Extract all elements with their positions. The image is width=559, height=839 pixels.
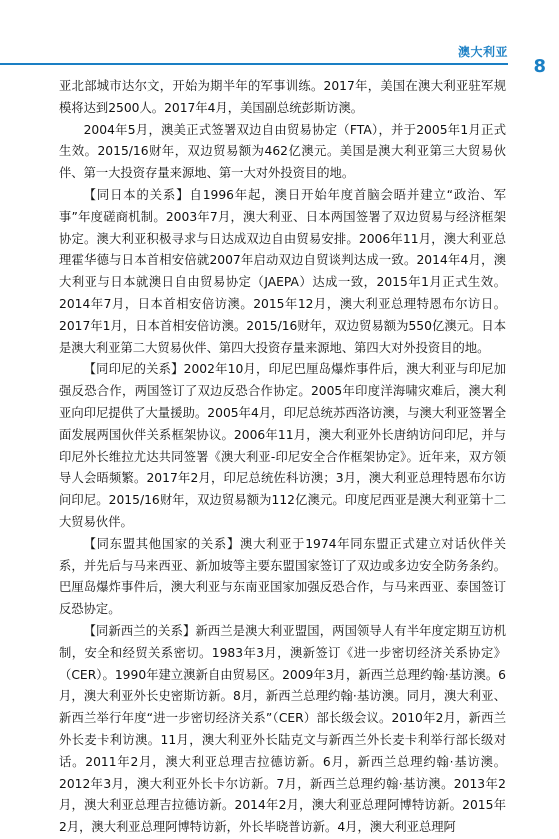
running-header <box>0 41 559 65</box>
paragraph-new-zealand: 【同新西兰的关系】新西兰是澳大利亚盟国，两国领导人有半年度定期互访机制，安全和经贸关系密切。1983年3月，澳新签订《进一步密切经济关系协定》（CER）。1990年建立澳新自由贸易区。2009年3月，新西兰总理约翰·基访澳。6月，澳大利亚外长史密斯访新。8月，新西兰总理约翰·基访澳。同月，澳大利亚、新西兰举行年度“进一步密切经济关系”（CER）部长级会议。2010年2月，新西兰外长麦卡利访澳。11月，澳大利亚外长陆克文与新西兰外长麦卡利举行部长级对话。2011年2月，澳大利亚总理吉拉德访新。6月，新西兰总理约翰·基访澳。2012年3月，澳大利亚外长卡尔访新。7月，新西兰总理约翰·基访澳。2013年2月，澳大利亚总理吉拉德访新。2014年2月，澳大利亚总理阿博特访新。2015年2月，澳大利亚总理阿博特访新，外长毕晓普访新。4月，澳大利亚总理阿 <box>59 623 506 835</box>
paragraph-indonesia: 【同印尼的关系】2002年10月，印尼巴厘岛爆炸事件后，澳大利亚与印尼加强反恐合作，两国签订了双边反恐合作协定。2005年印度洋海啸灾难后，澳大利亚向印尼提供了大量援助。2005年4月，印尼总统苏西洛访澳，与澳大利亚签署全面发展两国伙伴关系框架协议。2006年11月，澳大利亚外长唐纳访问印尼，并与印尼外长维拉尤达共同签署《澳大利亚-印尼安全合作框架协定》。近年来，双方领导人会晤频繁。2017年2月，印尼总统佐科访澳；3月，澳大利亚总理特恩布尔访问印尼。2015/16财年，双边贸易额为112亿澳元。印度尼西亚是澳大利亚第十二大贸易伙伴。 <box>59 362 506 529</box>
paragraph-japan: 【同日本的关系】自1996年起，澳日开始年度首脑会晤并建立“政治、军事”年度磋商机制。2003年7月，澳大利亚、日本两国签署了双边贸易与经济框架协定。澳大利亚积极寻求与日达成双边自由贸易安排。2006年11月，澳大利亚总理霍华德与日本首相安倍就2007年启动双边自贸谈判达成一致。2014年4月，澳大利亚与日本就澳日自由贸易协定（JAEPA）达成一致，2015年1月正式生效。2014年7月，日本首相安倍访澳。2015年12月，澳大利亚总理特恩布尔访日。2017年1月，日本首相安倍访澳。2015/16财年，双边贸易额为550亿澳元。日本是澳大利亚第二大贸易伙伴、第四大投资存量来源地、第四大对外投资目的地。 <box>59 187 506 355</box>
header-title: 澳大利亚 <box>457 45 508 59</box>
paragraph-us-trade: 2004年5月，澳美正式签署双边自由贸易协定（FTA），并于2005年1月正式生效。2015/16财年，双边贸易额为462亿澳元。美国是澳大利亚第三大贸易伙伴、第一大投资存量来源地、第一大对外投资目的地。 <box>59 122 506 181</box>
page-number: 8 <box>533 56 546 77</box>
paragraph-us-continued: 亚北部城市达尔文，开始为期半年的军事训练。2017年，美国在澳大利亚驻军规模将达到2500人。2017年4月，美国副总统彭斯访澳。 <box>59 79 506 115</box>
body-text <box>59 76 506 839</box>
header-rule <box>0 63 508 65</box>
paragraph-asean: 【同东盟其他国家的关系】澳大利亚于1974年同东盟正式建立对话伙伴关系，并先后与马来西亚、新加坡等主要东盟国家签订了双边或多边安全防务条约。巴厘岛爆炸事件后，澳大利亚与东南亚国家加强反恐合作，与马来西亚、泰国签订反恐协定。 <box>59 536 506 617</box>
